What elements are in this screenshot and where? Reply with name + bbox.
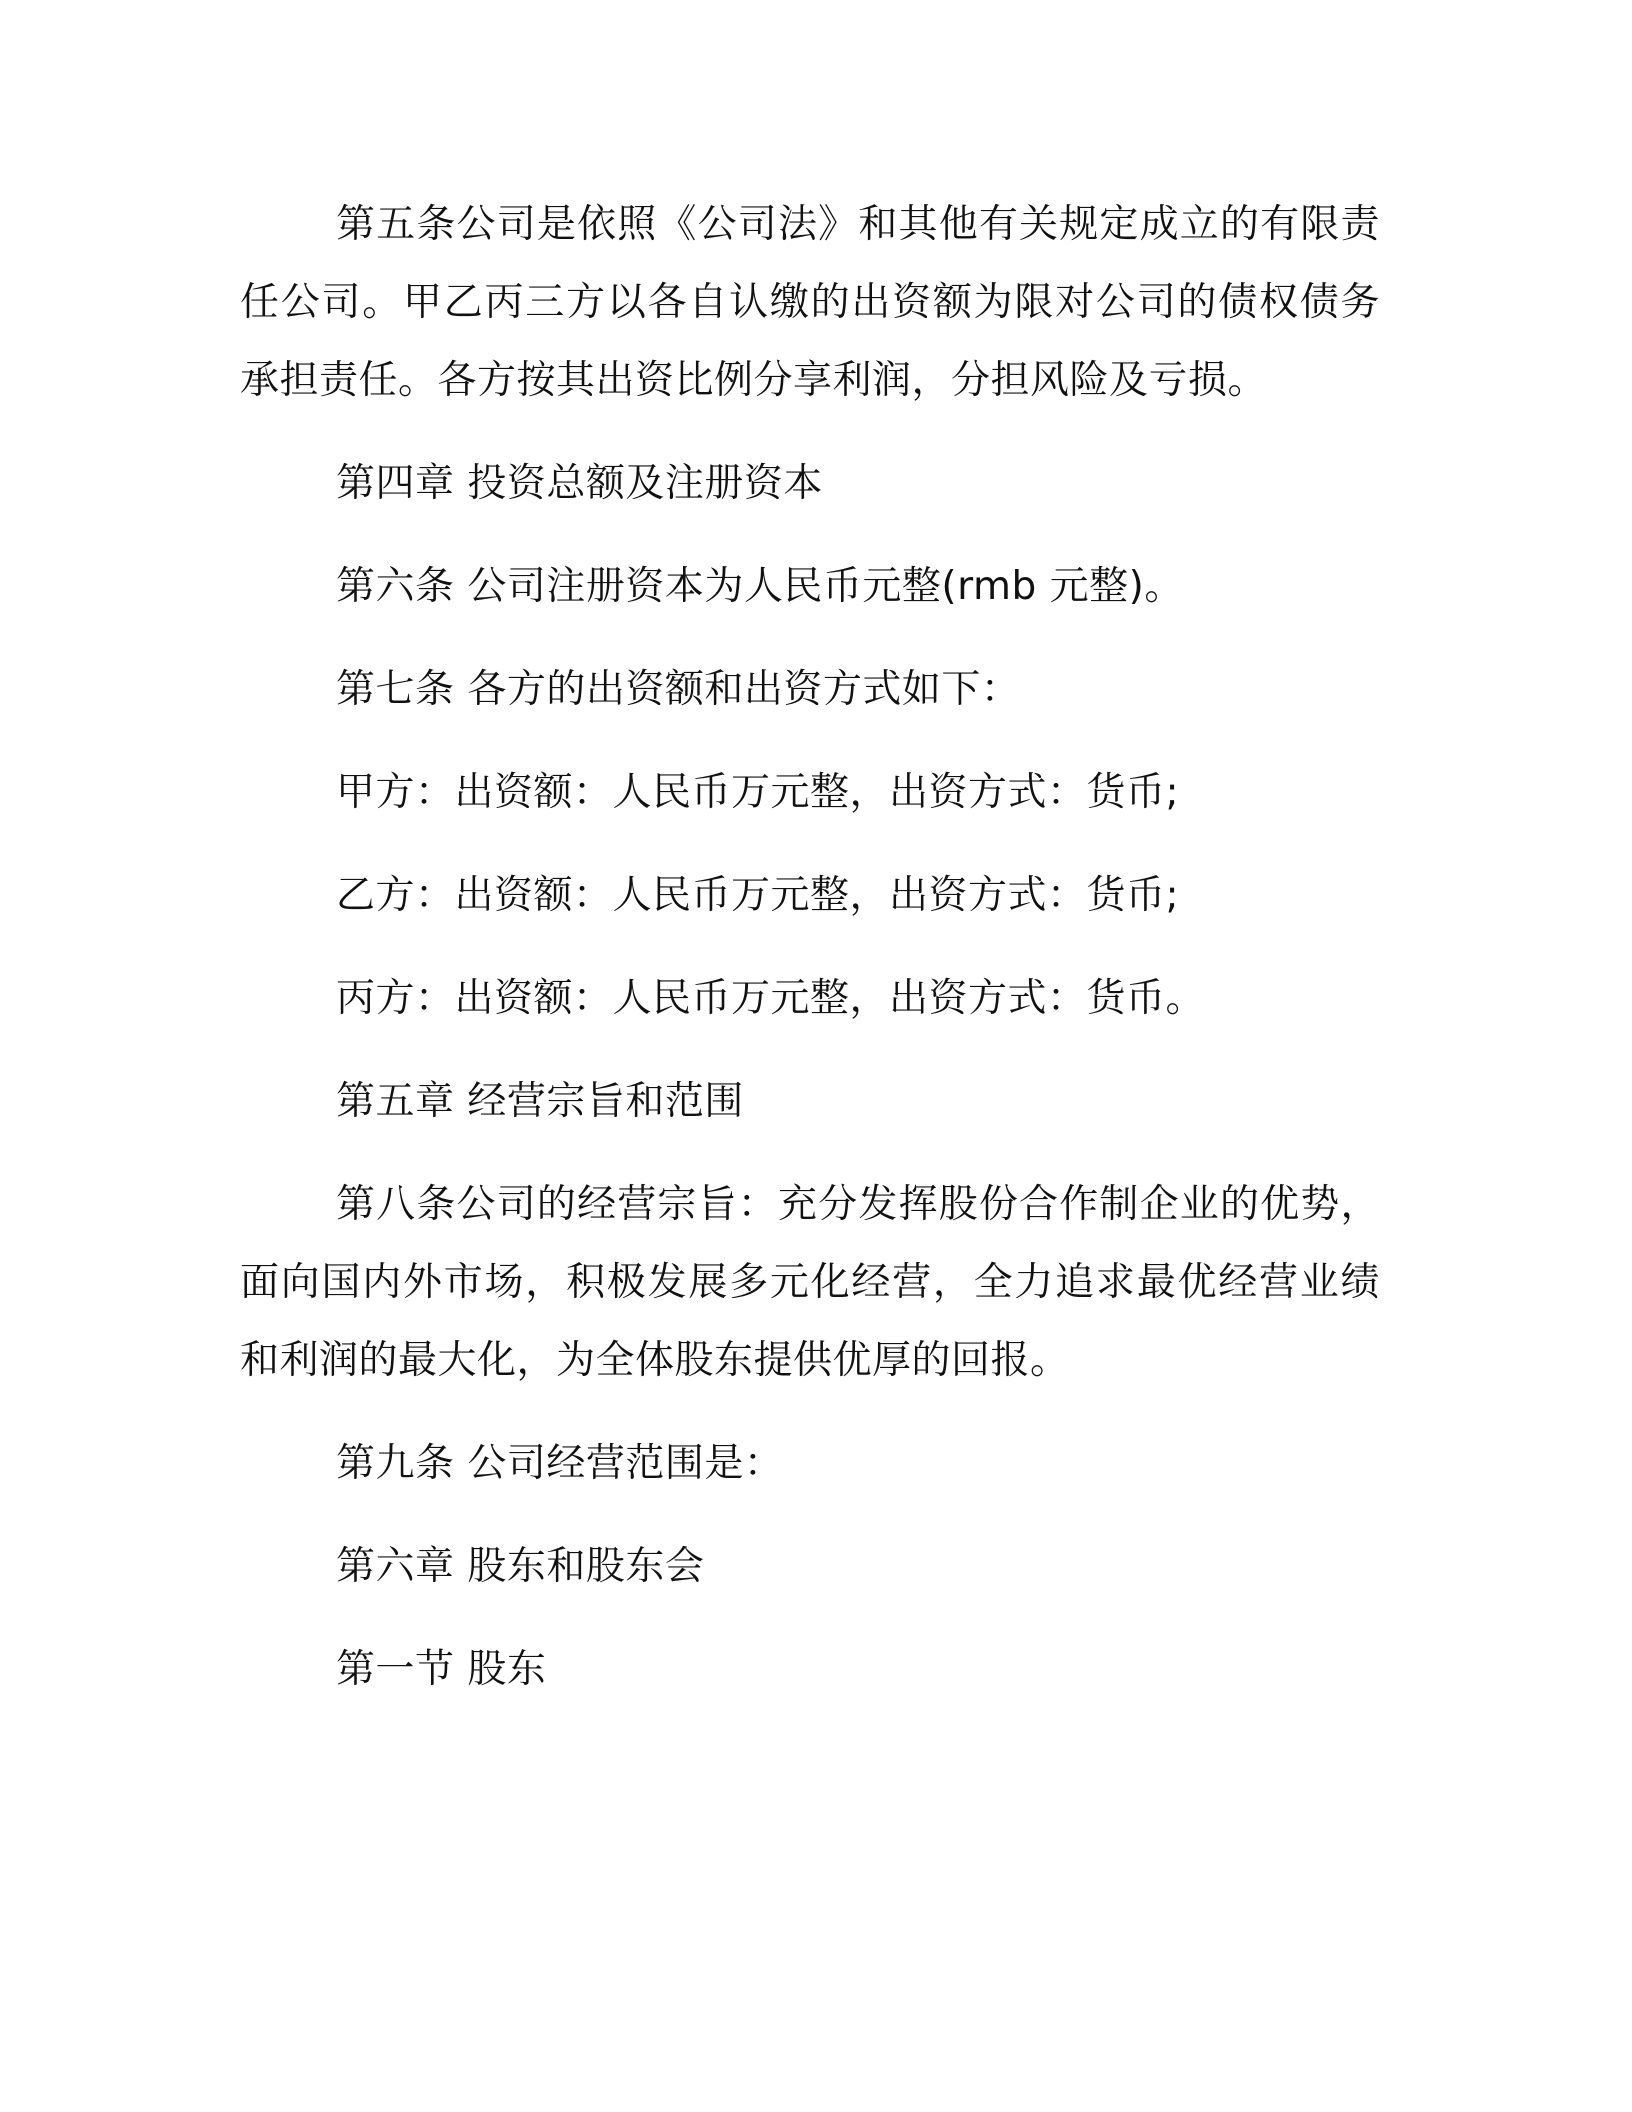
article-5-paragraph: 第五条公司是依照《公司法》和其他有关规定成立的有限责任公司。甲乙丙三方以各自认缴的出资额为限对公司的债权债务承担责任。各方按其出资比例分享利润，分担风险及亏损。 bbox=[240, 202, 1380, 403]
document-body bbox=[240, 186, 1380, 1709]
party-c-contribution: 丙方：出资额：人民币万元整，出资方式：货币。 bbox=[336, 976, 1206, 1021]
article-6-paragraph: 第六条 公司注册资本为人民币元整(rmb 元整)。 bbox=[336, 564, 1184, 609]
chapter-5-heading: 第五章 经营宗旨和范围 bbox=[336, 1079, 744, 1124]
party-b-contribution: 乙方：出资额：人民币万元整，出资方式：货币; bbox=[336, 873, 1180, 918]
chapter-4-heading: 第四章 投资总额及注册资本 bbox=[336, 461, 823, 506]
party-a-contribution: 甲方：出资额：人民币万元整，出资方式：货币; bbox=[336, 770, 1180, 815]
article-7-paragraph: 第七条 各方的出资额和出资方式如下： bbox=[336, 667, 1021, 712]
section-1-heading: 第一节 股东 bbox=[336, 1647, 547, 1692]
article-9-paragraph: 第九条 公司经营范围是： bbox=[336, 1441, 784, 1486]
chapter-6-heading: 第六章 股东和股东会 bbox=[336, 1544, 705, 1589]
article-8-paragraph: 第八条公司的经营宗旨：充分发挥股份合作制企业的优势，面向国内外市场，积极发展多元化经营，全力追求最优经营业绩和利润的最大化，为全体股东提供优厚的回报。 bbox=[240, 1182, 1380, 1383]
